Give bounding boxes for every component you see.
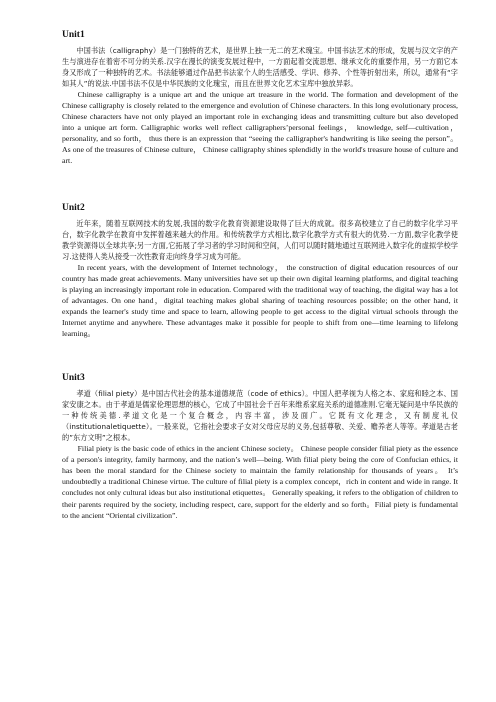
unit-3	[62, 373, 458, 521]
unit-2	[62, 203, 458, 340]
unit-title: Unit3	[62, 373, 85, 384]
unit-1	[62, 30, 458, 167]
unit-title: Unit2	[62, 202, 85, 213]
english-paragraph: In recent years, with the development of Internet technology， the construction of digital education resources of our country has made great achievements. Many universities have set up their own digital learning platforms, and digital teaching is playing an increasingly important role in education. Compared with the traditional way of teaching, the digital way has a lot of advantages. On one hand，digital teaching makes global sharing of teaching resources possible; on the other hand, it expands the learner's study time and space to learn, allowing people to get access to the digital virtual schools through the Internet anytime and anywhere. These advantages make it possible for people to shift from one—time learning to lifelong learning。	[62, 262, 458, 338]
chinese-paragraph: 近年来，随着互联网技术的发展,我国的数字化教育资源建设取得了巨大的成就。很多高校建立了自己的数字化学习平台，数字化教学在教育中发挥着越来越大的作用。和传统教学方式相比,数字化教学方式有很大的优势.一方面,数字化教学使教学资源得以全球共享;另一方面,它拓展了学习者的学习时间和空间，人们可以随时随地通过互联网进入数字化的虚拟学校学习.这使得人类从接受一次性教育走向终身学习成为可能。	[62, 218, 458, 261]
english-paragraph: Filial piety is the basic code of ethics in the ancient Chinese society。 Chinese people consider filial piety as the essence of a person's integrity, family harmony, and the nation’s well—being. With filial piety being the core of Confucian ethics, it has been the moral standard for the Chinese society to maintain the family relationship for thousands of years。 It’s undoubtedly a traditional Chinese virtue. The culture of filial piety is a complex concept，rich in content and wide in range. It concludes not only cultural ideas but also institutional etiquettes。 Generally speaking, it refers to the obligation of children to their parents required by the society, including respect, care, support for the elderly and so forth。Filial piety is fundamental to the ancient “Oriental civilization”.	[62, 444, 458, 520]
spacer	[62, 179, 458, 203]
unit-title: Unit1	[62, 30, 85, 40]
spacer	[62, 351, 458, 373]
chinese-paragraph: 孝道（filial piety）是中国古代社会的基本道德规范（code of ethics）。中国人把孝视为人格之本、家庭和睦之本、国家安康之本。由于孝道是儒家伦理思想的核心，它成了中国社会千百年来维系家庭关系的道德准则.它毫无疑问是中华民族的一种传统美德.孝道文化是一个复合概念，内容丰富，涉及面广。它既有文化理念，又有制度礼仪（institutionaletiquette）。一般来说，它指社会要求子女对父母应尽的义务,包括尊敬、关爱、赡养老人等等。孝道是古老的”东方文明”之根本。	[62, 389, 458, 443]
english-paragraph: Chinese calligraphy is a unique art and the unique art treasure in the world. The formation and development of the Chinese calligraphy is closely related to the emergence and evolution of Chinese characters. In this long evolutionary process, Chinese characters have not only played an important role in exchanging ideas and transmitting culture but also developed into a unique art form. Calligraphic works well reflect calligraphers’personal feelings， knowledge, self—cultivation， personality, and so forth， thus there is an expression that “seeing the calligrapher's handwriting is like seeing the person”。As one of the treasures of Chinese culture， Chinese calligraphy shines splendidly in the world's treasure house of culture and art.	[62, 90, 458, 166]
chinese-paragraph: 中国书法（calligraphy）是一门独特的艺术，是世界上独一无二的艺术瑰宝。中国书法艺术的形成，发展与汉文字的产生与演进存在着密不可分的关系.汉字在漫长的演变发展过程中，一方面起着交流思想、继承文化的重要作用，另一方面它本身又形成了一种独特的艺术。书法能够通过作品把书法家个人的生活感受、学识、修养、个性等折射出来，所以，通常有“字如其人”的说法.中国书法不仅是中华民族的文化瑰宝，而且在世界文化艺术宝库中独放异彩。	[62, 46, 458, 89]
